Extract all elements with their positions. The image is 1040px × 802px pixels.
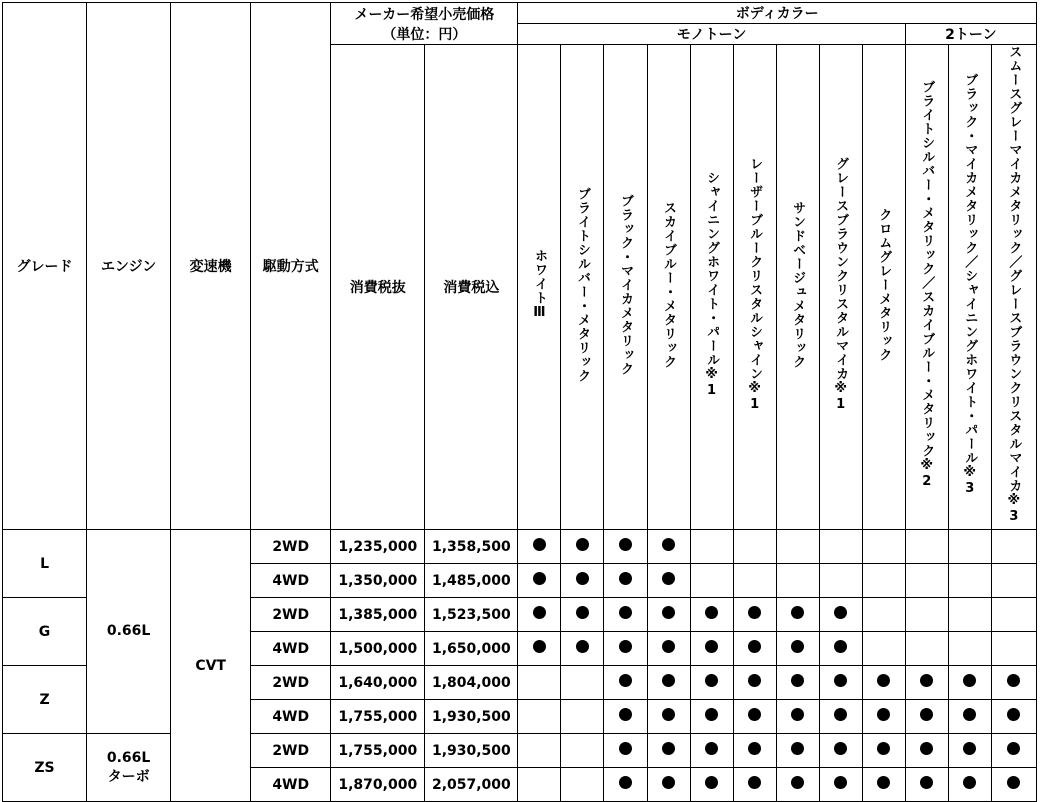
availability-cell bbox=[905, 666, 948, 700]
availability-cell bbox=[647, 632, 690, 666]
price-unit: （単位：円） bbox=[382, 26, 467, 43]
available-dot-icon bbox=[619, 572, 632, 585]
availability-cell bbox=[948, 734, 991, 768]
availability-cell bbox=[647, 666, 690, 700]
availability-cell bbox=[776, 666, 819, 700]
availability-cell bbox=[776, 734, 819, 768]
available-dot-icon bbox=[619, 742, 632, 755]
availability-cell bbox=[518, 632, 561, 666]
available-dot-icon bbox=[748, 776, 761, 789]
color-header bbox=[862, 45, 905, 530]
header-two-tone: 2トーン bbox=[905, 24, 1036, 45]
availability-cell bbox=[690, 666, 733, 700]
color-header bbox=[690, 45, 733, 530]
availability-cell bbox=[561, 700, 604, 734]
price-excl-cell: 1,755,000 bbox=[331, 734, 425, 768]
availability-cell bbox=[733, 666, 776, 700]
available-dot-icon bbox=[877, 674, 890, 687]
color-name: クロムグレーメタリック bbox=[876, 208, 892, 362]
availability-cell bbox=[561, 564, 604, 598]
available-dot-icon bbox=[576, 572, 589, 585]
available-dot-icon bbox=[662, 674, 675, 687]
availability-cell bbox=[561, 530, 604, 564]
availability-cell bbox=[905, 768, 948, 802]
table-row bbox=[3, 734, 1037, 768]
price-excl-cell: 1,755,000 bbox=[331, 700, 425, 734]
availability-cell bbox=[733, 734, 776, 768]
availability-cell bbox=[948, 632, 991, 666]
available-dot-icon bbox=[834, 674, 847, 687]
available-dot-icon bbox=[533, 606, 546, 619]
available-dot-icon bbox=[834, 776, 847, 789]
availability-cell bbox=[862, 530, 905, 564]
price-incl-cell: 2,057,000 bbox=[425, 768, 518, 802]
availability-cell bbox=[905, 734, 948, 768]
color-name: ブライトシルバー・メタリック bbox=[574, 187, 590, 383]
availability-cell bbox=[561, 632, 604, 666]
price-excl-cell: 1,640,000 bbox=[331, 666, 425, 700]
available-dot-icon bbox=[619, 708, 632, 721]
available-dot-icon bbox=[748, 606, 761, 619]
availability-cell bbox=[991, 530, 1036, 564]
price-incl-cell: 1,650,000 bbox=[425, 632, 518, 666]
grade-cell: ZS bbox=[3, 734, 87, 802]
availability-cell bbox=[862, 564, 905, 598]
availability-cell bbox=[776, 598, 819, 632]
availability-cell bbox=[991, 734, 1036, 768]
grade-cell: L bbox=[3, 530, 87, 598]
drive-cell: 4WD bbox=[251, 700, 331, 734]
header-price bbox=[331, 3, 518, 45]
availability-cell bbox=[819, 700, 862, 734]
available-dot-icon bbox=[834, 606, 847, 619]
availability-cell bbox=[862, 632, 905, 666]
drive-cell: 2WD bbox=[251, 734, 331, 768]
availability-cell bbox=[518, 598, 561, 632]
available-dot-icon bbox=[705, 606, 718, 619]
availability-cell bbox=[862, 598, 905, 632]
availability-cell bbox=[819, 666, 862, 700]
price-color-table bbox=[2, 2, 1037, 802]
color-header bbox=[819, 45, 862, 530]
availability-cell bbox=[776, 632, 819, 666]
availability-cell bbox=[690, 598, 733, 632]
availability-cell bbox=[518, 666, 561, 700]
availability-cell bbox=[647, 734, 690, 768]
availability-cell bbox=[819, 598, 862, 632]
available-dot-icon bbox=[662, 538, 675, 551]
available-dot-icon bbox=[662, 572, 675, 585]
availability-cell bbox=[604, 530, 647, 564]
color-header bbox=[733, 45, 776, 530]
availability-cell bbox=[690, 734, 733, 768]
price-title: メーカー希望小売価格 bbox=[354, 6, 495, 23]
available-dot-icon bbox=[791, 640, 804, 653]
availability-cell bbox=[690, 564, 733, 598]
availability-cell bbox=[733, 564, 776, 598]
availability-cell bbox=[819, 564, 862, 598]
availability-cell bbox=[991, 666, 1036, 700]
availability-cell bbox=[905, 564, 948, 598]
availability-cell bbox=[647, 530, 690, 564]
available-dot-icon bbox=[1007, 776, 1020, 789]
availability-cell bbox=[776, 768, 819, 802]
available-dot-icon bbox=[662, 742, 675, 755]
available-dot-icon bbox=[748, 742, 761, 755]
drive-cell: 4WD bbox=[251, 564, 331, 598]
price-incl-cell: 1,523,500 bbox=[425, 598, 518, 632]
availability-cell bbox=[776, 530, 819, 564]
availability-cell bbox=[819, 530, 862, 564]
drive-cell: 4WD bbox=[251, 632, 331, 666]
availability-cell bbox=[905, 598, 948, 632]
availability-cell bbox=[905, 530, 948, 564]
color-name: ブラック・マイカメタリック／シャイニングホワイト・パール※3 bbox=[962, 73, 978, 497]
availability-cell bbox=[690, 632, 733, 666]
price-incl-cell: 1,804,000 bbox=[425, 666, 518, 700]
availability-cell bbox=[991, 564, 1036, 598]
available-dot-icon bbox=[1007, 708, 1020, 721]
available-dot-icon bbox=[748, 640, 761, 653]
availability-cell bbox=[604, 666, 647, 700]
available-dot-icon bbox=[791, 776, 804, 789]
availability-cell bbox=[862, 700, 905, 734]
available-dot-icon bbox=[877, 776, 890, 789]
available-dot-icon bbox=[619, 606, 632, 619]
available-dot-icon bbox=[834, 742, 847, 755]
available-dot-icon bbox=[791, 708, 804, 721]
engine-line: 0.66L bbox=[106, 749, 151, 766]
price-excl-cell: 1,350,000 bbox=[331, 564, 425, 598]
availability-cell bbox=[776, 564, 819, 598]
availability-cell bbox=[690, 700, 733, 734]
color-name: シャイニングホワイト・パール※1 bbox=[704, 171, 720, 399]
available-dot-icon bbox=[619, 538, 632, 551]
color-name: ホワイトⅢ bbox=[531, 249, 547, 321]
availability-cell bbox=[604, 768, 647, 802]
availability-cell bbox=[518, 564, 561, 598]
available-dot-icon bbox=[662, 776, 675, 789]
availability-cell bbox=[604, 734, 647, 768]
color-name: ブラック・マイカメタリック bbox=[618, 194, 633, 376]
available-dot-icon bbox=[576, 538, 589, 551]
grade-cell: Z bbox=[3, 666, 87, 734]
available-dot-icon bbox=[619, 776, 632, 789]
availability-cell bbox=[733, 700, 776, 734]
availability-cell bbox=[647, 564, 690, 598]
header-engine: エンジン bbox=[87, 3, 171, 530]
availability-cell bbox=[604, 564, 647, 598]
available-dot-icon bbox=[748, 708, 761, 721]
available-dot-icon bbox=[533, 572, 546, 585]
availability-cell bbox=[991, 700, 1036, 734]
engine-line: ターボ bbox=[107, 768, 150, 785]
available-dot-icon bbox=[920, 742, 933, 755]
color-name: スムースグレーマイカメタリック／グレースブラウンクリスタルマイカ※3 bbox=[1006, 45, 1022, 525]
available-dot-icon bbox=[877, 742, 890, 755]
available-dot-icon bbox=[662, 640, 675, 653]
available-dot-icon bbox=[1007, 674, 1020, 687]
available-dot-icon bbox=[576, 606, 589, 619]
available-dot-icon bbox=[705, 640, 718, 653]
header-drive: 駆動方式 bbox=[251, 3, 331, 530]
engine-cell: 0.66L bbox=[87, 530, 171, 734]
availability-cell bbox=[561, 768, 604, 802]
available-dot-icon bbox=[533, 538, 546, 551]
available-dot-icon bbox=[705, 708, 718, 721]
header-tax-included: 消費税込 bbox=[425, 45, 518, 530]
engine-cell bbox=[87, 734, 171, 802]
availability-cell bbox=[991, 598, 1036, 632]
color-header bbox=[905, 45, 948, 530]
availability-cell bbox=[518, 734, 561, 768]
availability-cell bbox=[862, 666, 905, 700]
available-dot-icon bbox=[1007, 742, 1020, 755]
availability-cell bbox=[690, 768, 733, 802]
availability-cell bbox=[647, 598, 690, 632]
available-dot-icon bbox=[963, 674, 976, 687]
color-header bbox=[948, 45, 991, 530]
available-dot-icon bbox=[791, 742, 804, 755]
available-dot-icon bbox=[533, 640, 546, 653]
color-header bbox=[776, 45, 819, 530]
availability-cell bbox=[604, 700, 647, 734]
availability-cell bbox=[948, 564, 991, 598]
availability-cell bbox=[948, 666, 991, 700]
availability-cell bbox=[518, 530, 561, 564]
availability-cell bbox=[819, 768, 862, 802]
availability-cell bbox=[776, 700, 819, 734]
availability-cell bbox=[561, 598, 604, 632]
price-excl-cell: 1,500,000 bbox=[331, 632, 425, 666]
price-excl-cell: 1,870,000 bbox=[331, 768, 425, 802]
availability-cell bbox=[819, 632, 862, 666]
price-incl-cell: 1,358,500 bbox=[425, 530, 518, 564]
available-dot-icon bbox=[920, 674, 933, 687]
availability-cell bbox=[690, 530, 733, 564]
availability-cell bbox=[518, 700, 561, 734]
transmission-cell: CVT bbox=[171, 530, 251, 802]
header-grade: グレード bbox=[3, 3, 87, 530]
availability-cell bbox=[948, 530, 991, 564]
available-dot-icon bbox=[963, 742, 976, 755]
price-incl-cell: 1,930,500 bbox=[425, 734, 518, 768]
color-header bbox=[604, 45, 647, 530]
available-dot-icon bbox=[576, 640, 589, 653]
available-dot-icon bbox=[834, 708, 847, 721]
available-dot-icon bbox=[834, 640, 847, 653]
drive-cell: 2WD bbox=[251, 598, 331, 632]
availability-cell bbox=[905, 632, 948, 666]
color-name: グレースブラウンクリスタルマイカ※1 bbox=[833, 157, 849, 413]
available-dot-icon bbox=[963, 708, 976, 721]
availability-cell bbox=[948, 768, 991, 802]
available-dot-icon bbox=[705, 742, 718, 755]
availability-cell bbox=[862, 768, 905, 802]
availability-cell bbox=[561, 734, 604, 768]
header-tax-excluded: 消費税抜 bbox=[331, 45, 425, 530]
available-dot-icon bbox=[920, 776, 933, 789]
color-name: サンドベージュメタリック bbox=[790, 201, 806, 369]
color-header bbox=[991, 45, 1036, 530]
availability-cell bbox=[647, 700, 690, 734]
header-monotone: モノトーン bbox=[518, 24, 905, 45]
availability-cell bbox=[733, 598, 776, 632]
available-dot-icon bbox=[662, 708, 675, 721]
availability-cell bbox=[733, 530, 776, 564]
color-name: スカイブルー・メタリック bbox=[661, 201, 677, 369]
availability-cell bbox=[991, 632, 1036, 666]
availability-cell bbox=[733, 768, 776, 802]
available-dot-icon bbox=[791, 606, 804, 619]
available-dot-icon bbox=[877, 708, 890, 721]
price-incl-cell: 1,930,500 bbox=[425, 700, 518, 734]
available-dot-icon bbox=[963, 776, 976, 789]
available-dot-icon bbox=[619, 640, 632, 653]
color-header bbox=[518, 45, 561, 530]
table-row bbox=[3, 530, 1037, 564]
header-transmission: 変速機 bbox=[171, 3, 251, 530]
price-excl-cell: 1,235,000 bbox=[331, 530, 425, 564]
color-header bbox=[647, 45, 690, 530]
available-dot-icon bbox=[705, 776, 718, 789]
available-dot-icon bbox=[791, 674, 804, 687]
drive-cell: 2WD bbox=[251, 530, 331, 564]
available-dot-icon bbox=[662, 606, 675, 619]
drive-cell: 4WD bbox=[251, 768, 331, 802]
availability-cell bbox=[991, 768, 1036, 802]
available-dot-icon bbox=[748, 674, 761, 687]
availability-cell bbox=[905, 700, 948, 734]
availability-cell bbox=[604, 598, 647, 632]
color-name: レーザーブルークリスタルシャイン※1 bbox=[747, 157, 763, 413]
availability-cell bbox=[948, 598, 991, 632]
availability-cell bbox=[518, 768, 561, 802]
availability-cell bbox=[819, 734, 862, 768]
available-dot-icon bbox=[619, 674, 632, 687]
availability-cell bbox=[948, 700, 991, 734]
availability-cell bbox=[733, 632, 776, 666]
header-body-color: ボディカラー bbox=[518, 3, 1037, 24]
available-dot-icon bbox=[705, 674, 718, 687]
availability-cell bbox=[647, 768, 690, 802]
price-excl-cell: 1,385,000 bbox=[331, 598, 425, 632]
available-dot-icon bbox=[920, 708, 933, 721]
availability-cell bbox=[862, 734, 905, 768]
drive-cell: 2WD bbox=[251, 666, 331, 700]
availability-cell bbox=[561, 666, 604, 700]
color-header bbox=[561, 45, 604, 530]
price-incl-cell: 1,485,000 bbox=[425, 564, 518, 598]
availability-cell bbox=[604, 632, 647, 666]
grade-cell: G bbox=[3, 598, 87, 666]
color-name: ブライトシルバー・メタリック／スカイブルー・メタリック※2 bbox=[919, 80, 935, 490]
